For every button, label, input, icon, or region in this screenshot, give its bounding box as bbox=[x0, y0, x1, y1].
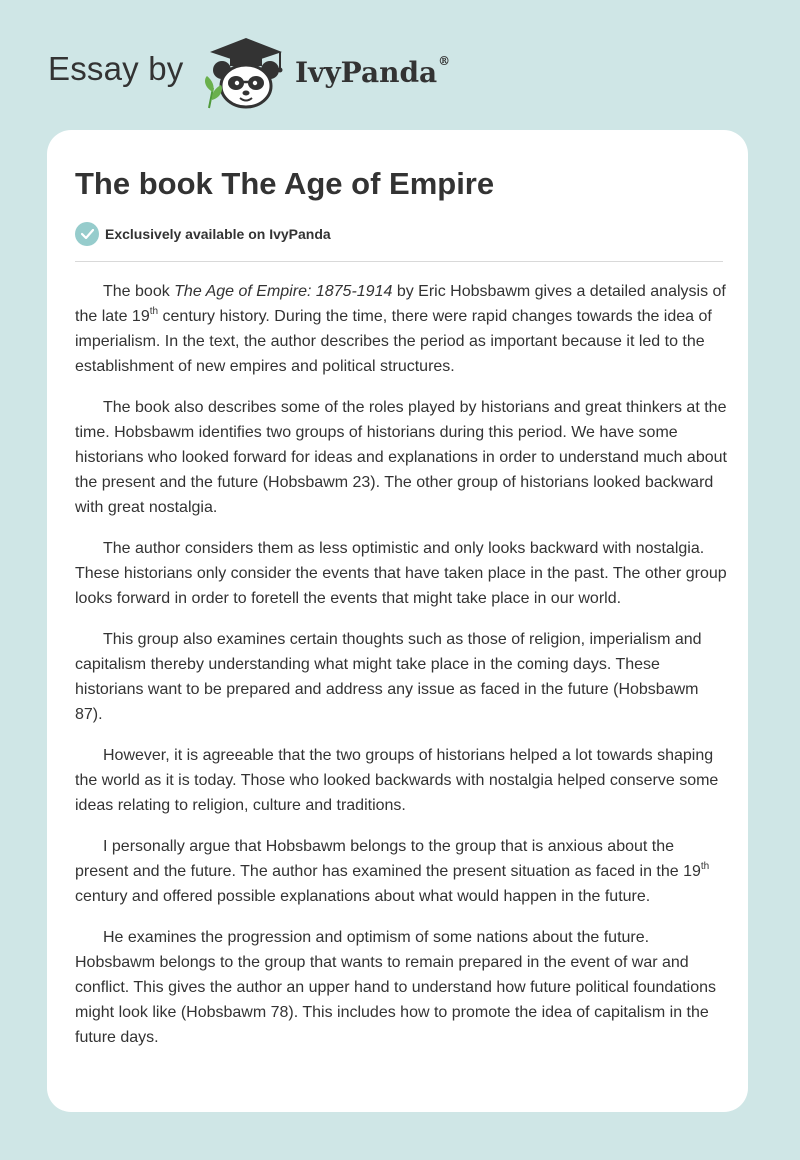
brand-name: IvyPanda bbox=[295, 56, 438, 89]
ordinal-superscript: th bbox=[700, 860, 710, 872]
paragraph-5: However, it is agreeable that the two groups of historians helped a lot towards shaping the world as it is today. Those who looked backwards with nostalgia helped conserve some ideas relating to religion, culture and traditions. bbox=[75, 747, 719, 814]
paragraph-6-text-a: I personally argue that Hobsbawm belongs to the group that is anxious about the present and the future. The author has examined the present situation as faced in the 19 bbox=[75, 838, 701, 880]
ordinal-superscript: th bbox=[149, 305, 159, 317]
paragraph-1-text-a: The book bbox=[103, 283, 175, 300]
paragraph-7: He examines the progression and optimism of some nations about the future. Hobsbawm belongs to the group that wants to remain prepared in the event of war and conflict. This gives the author an upper hand to understand how future political foundations might look like (Hobsbawm 78). This includes how to promote the idea of capitalism in the future days. bbox=[75, 929, 717, 1046]
paragraph-6 bbox=[75, 834, 727, 909]
book-title-italic: The Age of Empire: 1875-1914 bbox=[174, 283, 393, 300]
registered-mark: ® bbox=[438, 54, 451, 68]
check-circle-icon bbox=[75, 222, 99, 246]
paragraph-4: This group also examines certain thoughts such as those of religion, imperialism and capitalism thereby understanding what might take place in the coming days. These historians want to be prepared and address any issue as faced in the future (Hobsbawm 87). bbox=[75, 631, 702, 723]
ivypanda-logo-icon[interactable] bbox=[200, 34, 292, 110]
paragraph-2: The book also describes some of the roles played by historians and great thinkers at the time. Hobsbawm identifies two groups of historians during this period. We have some historians who looked forward for ideas and explanations in order to understand much about the present and the future (Hobsbawm 23). The other group of historians looked backward with great nostalgia. bbox=[75, 399, 727, 516]
paragraph-3: The author considers them as less optimistic and only looks backward with nostalgia. These historians only consider the events that have taken place in the past. The other group looks forward in order to foretell the events that might take place in our world. bbox=[75, 540, 727, 607]
paragraph-1 bbox=[75, 279, 727, 379]
exclusive-badge bbox=[75, 222, 331, 246]
paragraph-1-text-c: century history. During the time, there were rapid changes towards the idea of imperialism. In the text, the author describes the period as important because it led to the establishment of new empires and political structures. bbox=[75, 308, 712, 375]
essay-title: The book The Age of Empire bbox=[75, 166, 495, 201]
site-header bbox=[0, 0, 800, 120]
paragraph-6-text-b: century and offered possible explanations about what would happen in the future. bbox=[75, 888, 651, 905]
essay-body bbox=[75, 279, 727, 1066]
essay-by-label: Essay by bbox=[48, 50, 184, 87]
ivypanda-wordmark[interactable] bbox=[295, 56, 450, 89]
essay-card bbox=[47, 130, 748, 1112]
title-divider bbox=[75, 261, 723, 262]
paragraph-1-text-b: by Eric Hobsbawm gives a detailed analysis of the late 19 bbox=[75, 283, 726, 325]
exclusive-badge-text: Exclusively available on IvyPanda bbox=[105, 226, 331, 242]
